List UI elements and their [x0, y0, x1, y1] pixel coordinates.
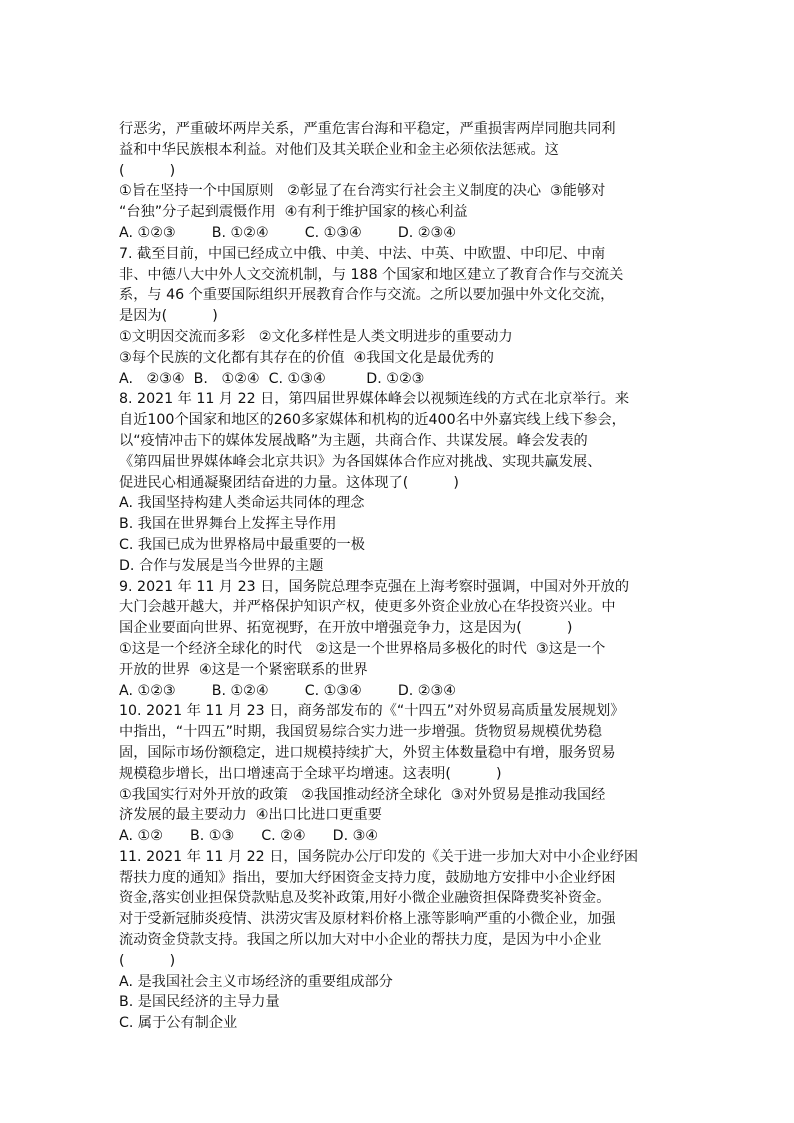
option-statements: 济发展的最主要动力 ④出口比进口更重要	[119, 807, 382, 824]
answer-blank: ( )	[119, 952, 176, 969]
question-text-line: 资金,落实创业担保贷款贴息及奖补政策,用好小微企业融资担保降费奖补资金。	[119, 890, 611, 907]
question-text-line: 固，国际市场份额稳定，进口规模持续扩大，外贸主体数量稳中有增，服务贸易	[119, 744, 616, 761]
question-text-line: 促进民心相通凝聚团结奋进的力量。这体现了( )	[119, 474, 459, 491]
answer-choice-b: B. 我国在世界舞台上发挥主导作用	[119, 516, 337, 533]
question-7	[119, 244, 679, 390]
question-text-line: 国企业要面向世界、拓宽视野，在开放中增强竞争力，这是因为( )	[119, 620, 573, 637]
question-text-line: 10. 2021 年 11 月 23 日，商务部发布的《“十四五”对外贸易高质量发展规划》	[119, 703, 625, 720]
option-statements: “台独”分子起到震慑作用 ④有利于维护国家的核心利益	[119, 204, 468, 221]
question-text-line: 9. 2021 年 11 月 23 日，国务院总理李克强在上海考察时强调，中国对外开放的	[119, 578, 630, 595]
question-text-line: 对于受新冠肺炎疫情、洪涝灾害及原材料价格上涨等影响严重的小微企业，加强	[119, 911, 616, 928]
question-text-line: 11. 2021 年 11 月 22 日，国务院办公厅印发的《关于进一步加大对中小企业纾困	[119, 848, 639, 865]
question-text-line: 帮扶力度的通知》指出，要加大纾困资金支持力度，鼓励地方安排中小企业纾困	[119, 869, 616, 886]
answer-blank: ( )	[119, 162, 176, 179]
question-text-line: 8. 2021 年 11 月 22 日，第四届世界媒体峰会以视频连线的方式在北京举行。来	[119, 391, 630, 408]
answer-choice-d: D. 合作与发展是当今世界的主题	[119, 557, 324, 574]
option-statements: ③每个民族的文化都有其存在的价值 ④我国文化是最优秀的	[119, 349, 494, 366]
question-text-line: 行恶劣，严重破坏两岸关系，严重危害台海和平稳定，严重损害两岸同胞共同利	[119, 121, 616, 137]
question-text-line: 系，与 46 个重要国际组织开展教育合作与交流。之所以要加强中外文化交流，	[119, 287, 615, 304]
option-statements: ①文明因交流而多彩 ②文化多样性是人类文明进步的重要动力	[119, 328, 513, 345]
question-6-continued	[119, 119, 679, 244]
answer-choices: A. ①②③ B. ①②④ C. ①③④ D. ②③④	[119, 224, 456, 241]
question-text-line: 是因为( )	[119, 308, 218, 325]
question-8	[119, 389, 679, 576]
question-text-line: 自近100个国家和地区的260多家媒体和机构的近400名中外嘉宾线上线下参会，	[119, 412, 626, 429]
option-statements: ①我国实行对外开放的政策 ②我国推动经济全球化 ③对外贸易是推动我国经	[119, 786, 606, 803]
answer-choices: A. ②③④ B. ①②④ C. ①③④ D. ①②③	[119, 370, 425, 387]
answer-choices: A. ①② B. ①③ C. ②④ D. ③④	[119, 828, 379, 845]
question-text-line: 中指出，“十四五”时期，我国贸易综合实力进一步增强。货物贸易规模优势稳	[119, 724, 602, 741]
question-10	[119, 701, 679, 847]
question-text-line: 规模稳步增长，出口增速高于全球平均增速。这表明( )	[119, 765, 502, 782]
question-text-line: 《第四届世界媒体峰会北京共识》为各国媒体合作应对挑战、实现共赢发展、	[119, 453, 602, 470]
question-text-line: 流动资金贷款支持。我国之所以加大对中小企业的帮扶力度，是因为中小企业	[119, 932, 602, 949]
answer-choice-a: A. 是我国社会主义市场经济的重要组成部分	[119, 973, 393, 990]
option-statements: ①旨在坚持一个中国原则 ②彰显了在台湾实行社会主义制度的决心 ③能够对	[119, 183, 606, 200]
answer-choice-c: C. 属于公有制企业	[119, 1015, 238, 1032]
answer-choices: A. ①②③ B. ①②④ C. ①③④ D. ②③④	[119, 682, 456, 699]
question-text-line: 大门会越开越大，并严格保护知识产权，使更多外资企业放心在华投资兴业。中	[119, 599, 616, 616]
question-text-line: 以“疫情冲击下的媒体发展战略”为主题，共商合作、共谋发展。峰会发表的	[119, 432, 588, 449]
exam-page	[119, 119, 679, 1034]
answer-choice-a: A. 我国坚持构建人类命运共同体的理念	[119, 495, 365, 512]
option-statements: ①这是一个经济全球化的时代 ②这是一个世界格局多极化的时代 ③这是一个	[119, 640, 606, 657]
question-text-line: 7. 截至目前，中国已经成立中俄、中美、中法、中英、中欧盟、中印尼、中南	[119, 245, 606, 262]
question-11	[119, 847, 679, 1034]
answer-choice-c: C. 我国已成为世界格局中最重要的一极	[119, 536, 365, 553]
option-statements: 开放的世界 ④这是一个紧密联系的世界	[119, 661, 368, 678]
question-text-line: 益和中华民族根本利益。对他们及其关联企业和金主必须依法惩戒。这	[119, 141, 559, 158]
answer-choice-b: B. 是国民经济的主导力量	[119, 994, 280, 1011]
question-9	[119, 577, 679, 702]
question-text-line: 非、中德八大中外人文交流机制，与 188 个国家和地区建立了教育合作与交流关	[119, 266, 624, 283]
